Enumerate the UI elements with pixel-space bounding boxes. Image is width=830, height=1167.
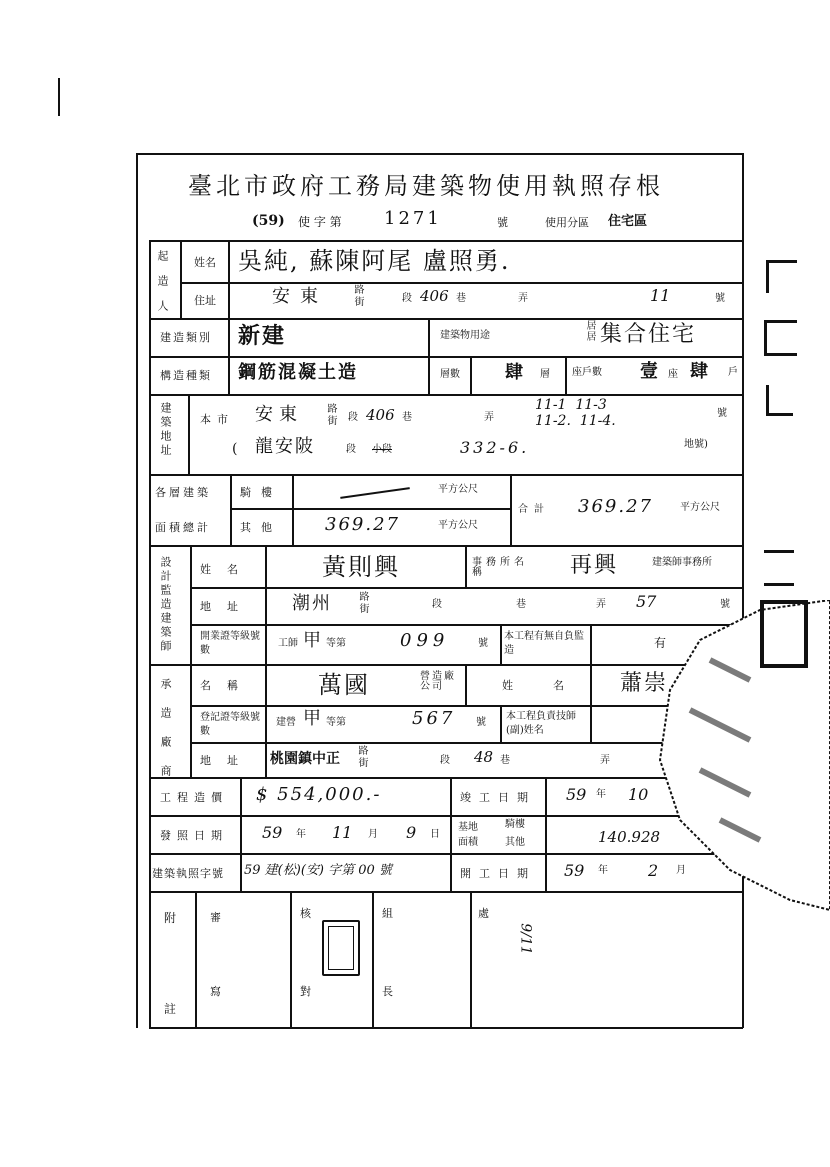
remarks-col-2-top: 核 (300, 907, 311, 920)
site-area-label: 基地面積 (458, 822, 478, 848)
contractor-name-value: 萬國 (318, 671, 370, 699)
structure-label: 構造種類 (160, 369, 212, 382)
total-unit: 平方公尺 (680, 502, 720, 513)
license-grade: 甲 (303, 630, 323, 651)
building-permit-value: 59 建(松)(安) 字第 00 號 (244, 863, 392, 878)
area-group-label-1: 各層建築 (155, 486, 211, 499)
background-page-edge (760, 260, 820, 900)
architect-addr-hao: 號 (720, 599, 730, 610)
applicant-addr-road-suffix: 路街 (352, 284, 363, 308)
building-permit-label: 建築執照字號 (152, 867, 224, 880)
responsible-label: 本工程有無自負監造 (504, 631, 584, 656)
site-numbers-1: 11-1 11-3 (535, 397, 607, 413)
contractor-addr-road-suffix: 路街 (356, 745, 367, 769)
margin-mark (58, 78, 60, 116)
total-value: 369.27 (578, 496, 653, 517)
remarks-signature: 9/11 (517, 923, 534, 955)
completion-year-unit: 年 (596, 789, 606, 800)
building-use-suffix: 居居 (584, 320, 595, 342)
arcade-unit: 平方公尺 (438, 484, 478, 495)
completion-year: 59 (566, 785, 587, 804)
site-group-label: 建築地址 (159, 402, 172, 458)
building-use-label: 建築物用途 (440, 330, 490, 341)
site-arcade-label: 騎樓 (505, 819, 525, 830)
building-type-label: 建造類別 (160, 331, 212, 344)
building-use-value: 集合住宅 (600, 322, 697, 347)
issue-month-unit: 月 (368, 829, 378, 840)
site-lot-number: 332-6. (460, 438, 530, 457)
reg-word: 等第 (326, 717, 346, 728)
cost-value: $ 554,000.- (256, 784, 382, 805)
remarks-col-3-bottom: 長 (382, 985, 393, 998)
applicant-name-label: 姓名 (194, 256, 216, 269)
architect-addr-number: 57 (636, 592, 657, 611)
site-other-label: 其他 (505, 837, 525, 848)
structure-value: 鋼筋混凝土造 (238, 362, 358, 383)
architect-group-label: 設計監造建築師 (159, 556, 172, 654)
remarks-label-2: 註 (164, 1002, 177, 1016)
contractor-name-suffix: 營造廠公司 (420, 671, 456, 692)
contractor-addr-road: 桃園鎮中正 (270, 751, 340, 767)
arcade-label: 騎樓 (240, 486, 282, 499)
issue-day-unit: 日 (430, 829, 440, 840)
contractor-person-label: 姓名 (502, 679, 604, 692)
site-lane-no: 406 (366, 406, 395, 424)
issue-month: 11 (332, 823, 353, 842)
completion-label: 竣工日期 (460, 791, 536, 804)
contractor-group-label: 承造廠商 (159, 678, 172, 794)
cost-label: 工程造價 (160, 791, 228, 804)
start-year-unit: 年 (598, 865, 608, 876)
site-hao: 號 (717, 408, 727, 419)
architect-addr-alley: 弄 (596, 599, 606, 610)
architect-addr-label: 地址 (200, 600, 254, 613)
remarks-col-1-bottom: 寫 (210, 985, 221, 998)
contractor-addr-alley: 弄 (600, 755, 610, 766)
site-section: 段 (348, 412, 358, 423)
start-label: 開工日期 (460, 867, 536, 880)
floors-label: 層數 (440, 369, 460, 380)
page-title: 臺北市政府工務局建築物使用執照存根 (188, 172, 664, 200)
contractor-addr-lane: 巷 (500, 755, 510, 766)
architect-addr-section: 段 (432, 599, 442, 610)
issue-year: 59 (262, 823, 283, 842)
zone-label: 使用分區 (545, 216, 589, 229)
architect-addr-lane: 巷 (516, 599, 526, 610)
office-suffix: 建築師事務所 (652, 557, 712, 568)
permit-word: 使 字 第 (298, 215, 342, 229)
tech-label: 本工程負責技師(副)姓名 (506, 711, 576, 736)
applicant-addr-label: 住址 (194, 294, 216, 307)
license-prefix: 工師 (278, 638, 298, 649)
site-lot-section: 段 (346, 444, 356, 455)
architect-name-label: 姓名 (200, 563, 254, 576)
site-alley: 弄 (484, 412, 494, 423)
reg-hao: 號 (476, 717, 486, 728)
applicant-addr-section: 段 (402, 293, 412, 304)
start-month: 2 (648, 861, 659, 880)
office-label: 事務所名稱 (472, 557, 528, 578)
issue-year-unit: 年 (296, 829, 306, 840)
contractor-addr-section: 段 (440, 755, 450, 766)
other-unit: 平方公尺 (438, 520, 478, 531)
building-type-value: 新建 (238, 323, 287, 349)
contractor-name-label: 名稱 (200, 679, 254, 692)
contractor-person-value: 蕭崇 (620, 671, 669, 696)
permit-number: 1271 (384, 208, 442, 229)
issue-day: 9 (406, 823, 417, 842)
site-city: 本市 (200, 413, 234, 426)
applicant-addr-hao: 號 (715, 293, 725, 304)
site-lot-subsection: 小段 (372, 444, 392, 455)
license-number: 099 (400, 630, 450, 651)
license-word: 等第 (326, 638, 346, 649)
license-label: 開業證等級號數 (200, 631, 260, 656)
reg-number: 567 (412, 708, 456, 729)
remarks-col-3-top: 組 (382, 907, 393, 920)
remarks-col-2-bottom: 對 (300, 985, 311, 998)
applicant-group-label: 起造人 (156, 250, 169, 325)
site-lot-hao: 地號) (684, 439, 708, 450)
architect-name-value: 黃則興 (322, 553, 400, 581)
start-year: 59 (564, 861, 585, 880)
zone-value: 住宅區 (608, 214, 648, 229)
floors-value: 肆 (505, 362, 525, 383)
other-label: 其他 (240, 521, 282, 534)
remarks-col-1-top: 審 (210, 911, 221, 924)
applicant-addr-number: 11 (650, 286, 671, 305)
completion-month: 10 (628, 785, 649, 804)
applicant-name-value: 吳純, 蘇陳阿尾 盧照勇. (238, 247, 511, 275)
applicant-addr-road: 安東 (272, 286, 328, 307)
remarks-col-4-top: 處 (478, 907, 489, 920)
total-label: 合計 (518, 504, 550, 515)
site-other-value: 140.928 (598, 828, 661, 846)
site-road-suffix: 路街 (325, 403, 336, 427)
contractor-addr-lane-no: 48 (474, 748, 494, 766)
applicant-addr-alley: 弄 (518, 293, 528, 304)
permit-hao: 號 (497, 216, 508, 229)
households-value-2: 肆 (690, 361, 710, 382)
households-unit-1: 座 (668, 369, 678, 380)
applicant-addr-lane: 巷 (456, 293, 466, 304)
contractor-addr-label: 地址 (200, 754, 254, 767)
site-lot-open: ( (232, 441, 238, 457)
other-value: 369.27 (325, 514, 400, 535)
arcade-strike (340, 487, 410, 498)
reg-grade: 甲 (303, 708, 323, 729)
responsible-value: 有 (654, 636, 667, 650)
households-unit-2: 戶 (728, 367, 738, 378)
applicant-addr-lane-no: 406 (420, 287, 449, 305)
reg-label: 登記證等級號數 (200, 712, 260, 737)
households-label: 座戶數 (572, 367, 602, 378)
approval-stamp (322, 920, 360, 976)
architect-addr-road-suffix: 路街 (357, 591, 368, 615)
remarks-label-1: 附 (164, 911, 177, 925)
site-lane: 巷 (402, 412, 412, 423)
license-hao: 號 (478, 638, 488, 649)
floors-unit: 層 (540, 369, 550, 380)
start-month-unit: 月 (676, 865, 686, 876)
households-value-1: 壹 (640, 361, 660, 382)
area-group-label-2: 面積總計 (155, 521, 211, 534)
issue-label: 發照日期 (160, 829, 228, 842)
permit-year: (59) (252, 213, 285, 229)
site-lot-area: 龍安陂 (255, 436, 315, 457)
office-value: 再興 (570, 553, 619, 578)
site-road: 安東 (255, 404, 303, 425)
architect-addr-road: 潮州 (292, 593, 332, 614)
site-numbers-2: 11-2. 11-4. (535, 413, 616, 429)
reg-prefix: 建營 (276, 717, 296, 728)
